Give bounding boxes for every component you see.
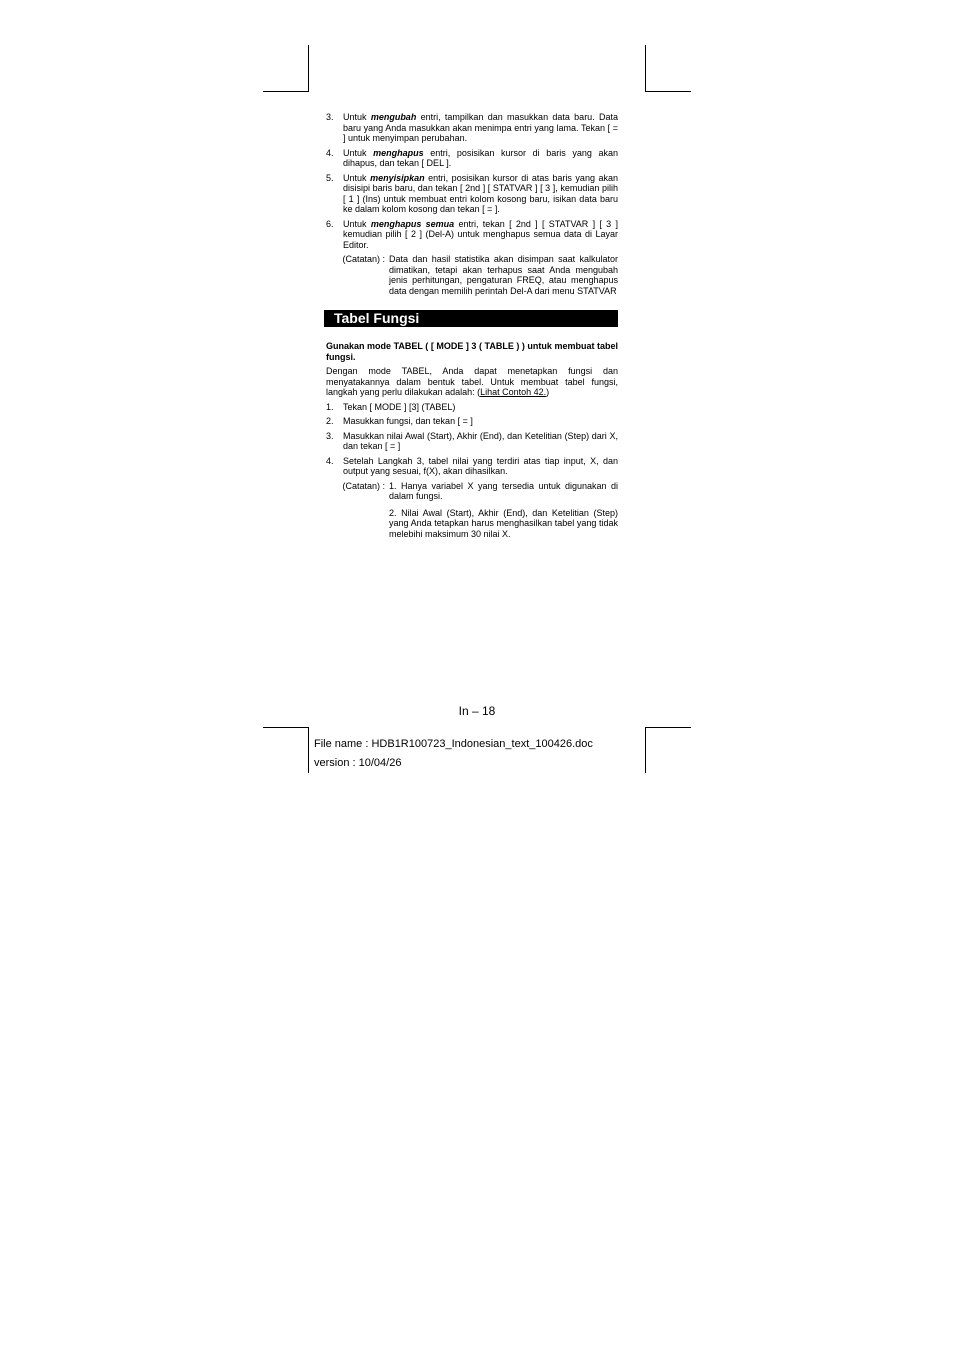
- crop-mark-top-left-vertical: [308, 45, 309, 92]
- intro-paragraph: Dengan mode TABEL, Anda dapat menetapkan fungsi dan menyatakannya dalam bentuk tabel. Untuk membuat tabel fungsi, langkah yang perlu dilakukan adalah: (Lihat Contoh 42.): [326, 366, 618, 397]
- item-number: 1.: [326, 401, 334, 412]
- item-text: Masukkan nilai Awal (Start), Akhir (End), dan Ketelitian (Step) dari X, dan tekan [ = ]: [343, 430, 618, 451]
- note-table: [326, 481, 618, 546]
- item-text: Tekan [ MODE ] [3] (TABEL): [343, 401, 456, 412]
- note-statistics: [326, 254, 618, 296]
- list-item: [326, 431, 618, 452]
- page-number: In – 18: [458, 704, 496, 718]
- note-label: (Catatan) :: [342, 254, 385, 264]
- list-item: [326, 148, 618, 169]
- note-label: (Catatan) :: [342, 480, 385, 491]
- footer-version: version : 10/04/26: [314, 757, 402, 769]
- item-number: 2.: [326, 416, 334, 426]
- crop-mark-bottom-right-vertical: [645, 727, 646, 773]
- item-number: 5.: [326, 172, 334, 183]
- example-link[interactable]: Lihat Contoh 42.: [480, 387, 547, 397]
- item-number: 4.: [326, 147, 334, 158]
- item-text: Untuk menghapus semua entri, tekan [ 2nd ] [ STATVAR ] [ 3 ] kemudian pilih [ 2 ] (Del-A) untuk menghapus semua data di Layar Editor.: [343, 218, 618, 250]
- item-number: 3.: [326, 430, 334, 441]
- editor-steps-list: [326, 112, 618, 250]
- page-content: [326, 112, 618, 551]
- item-text: Setelah Langkah 3, tabel nilai yang terdiri atas tiap input, X, dan output yang sesuai, f(X), akan dihasilkan.: [343, 455, 618, 476]
- crop-mark-bottom-left-vertical: [308, 727, 309, 773]
- item-number: 4.: [326, 455, 334, 466]
- item-text: Untuk menghapus entri, posisikan kursor di baris yang akan dihapus, dan tekan [ DEL ].: [343, 147, 618, 168]
- lead-paragraph: Gunakan mode TABEL ( [ MODE ] 3 ( TABLE ) ) untuk membuat tabel fungsi.: [326, 341, 618, 362]
- crop-mark-top-left-horizontal: [263, 91, 309, 92]
- note-body: [389, 481, 618, 546]
- list-item: [326, 456, 618, 477]
- note-item: 2. Nilai Awal (Start), Akhir (End), dan Ketelitian (Step) yang Anda tetapkan harus menghasilkan tabel yang tidak melebihi maksimum 30 nilai X.: [389, 507, 618, 539]
- item-text: Masukkan fungsi, dan tekan [ = ]: [343, 416, 473, 426]
- item-number: 6.: [326, 218, 334, 229]
- list-item: [326, 416, 618, 427]
- list-item: [326, 402, 618, 413]
- section-heading: Tabel Fungsi: [324, 310, 618, 327]
- crop-mark-top-right-vertical: [645, 45, 646, 92]
- crop-mark-top-right-horizontal: [645, 91, 691, 92]
- list-item: [326, 219, 618, 251]
- item-text: Untuk mengubah entri, tampilkan dan masukkan data baru. Data baru yang Anda masukkan akan menimpa entri yang lama. Tekan [ = ] untuk menyimpan perubahan.: [343, 112, 618, 143]
- item-number: 3.: [326, 112, 334, 122]
- crop-mark-bottom-left-horizontal: [263, 727, 309, 728]
- footer-file-name: File name : HDB1R100723_Indonesian_text_100426.doc: [314, 738, 593, 750]
- note-item: 1. Hanya variabel X yang tersedia untuk digunakan di dalam fungsi.: [389, 480, 618, 501]
- note-text: Data dan hasil statistika akan disimpan saat kalkulator dimatikan, tetapi akan terhapus saat Anda mengubah jenis perhitungan, pengaturan FREQ, atau menghapus data dengan memilih perintah Del-A dari menu STATVAR: [389, 254, 618, 296]
- item-text: Untuk menyisipkan entri, posisikan kursor di atas baris yang akan disisipi baris baru, dan tekan [ 2nd ] [ STATVAR ] [ 3 ], kemudian pilih [ 1 ] (Ins) untuk membuat entri kolom kosong baru, isikan data baru ke dalam kolom kosong dan tekan [ = ].: [343, 172, 619, 214]
- crop-mark-bottom-right-horizontal: [645, 727, 691, 728]
- list-item: [326, 173, 618, 215]
- table-steps-list: [326, 402, 618, 477]
- list-item: [326, 112, 618, 144]
